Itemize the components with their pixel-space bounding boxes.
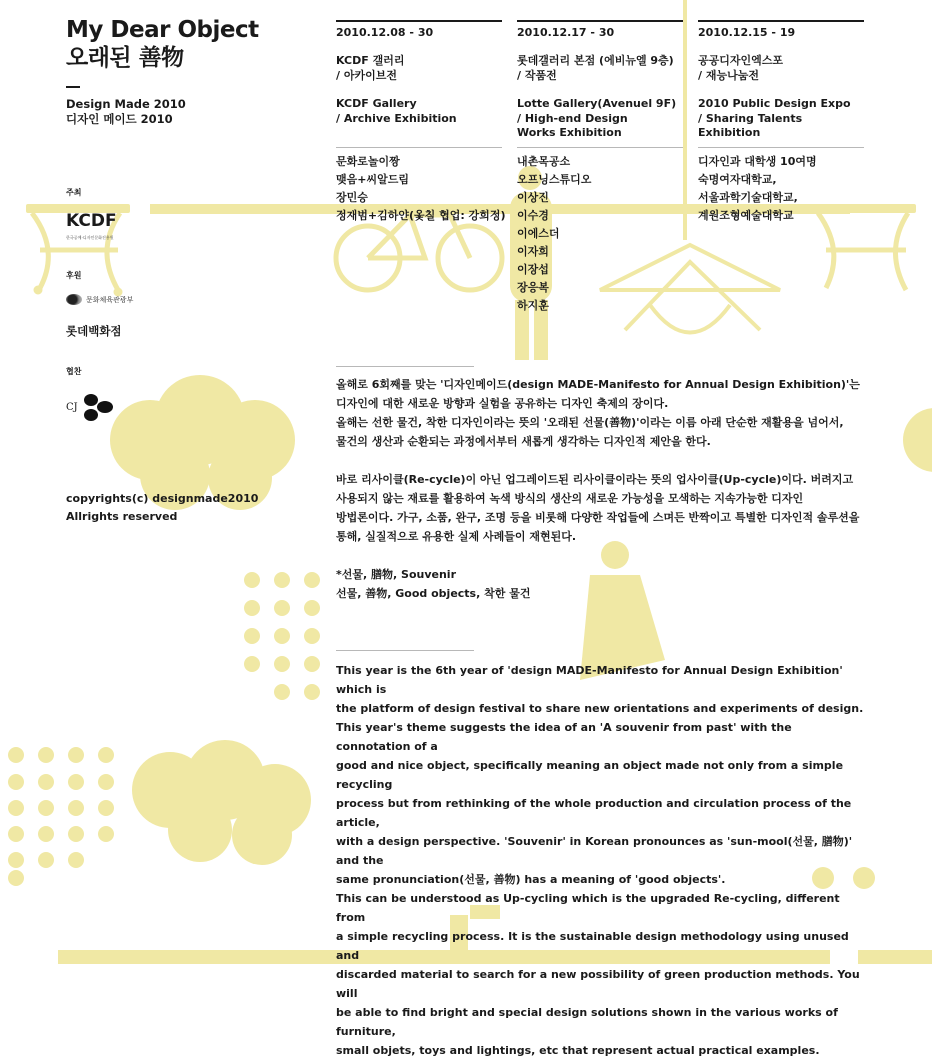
participant: 문화로놀이짱 <box>336 155 400 168</box>
body-en-line: This year is the 6th year of 'design MADE-Manifesto for Annual Design Exhibition' which is <box>336 664 843 696</box>
body-en-line: process but from rethinking of the whole production and circulation process of the article, <box>336 797 852 829</box>
body-en-line: same pronunciation(선물, 善物) has a meaning of 'good objects'. <box>336 873 726 886</box>
body-en-line: This year's theme suggests the idea of an 'A souvenir from past' with the connotation of a <box>336 721 792 753</box>
participant: 장민승 <box>336 191 368 204</box>
dot-grid-bottom <box>8 747 114 886</box>
venue-ko-line: / 아카이브전 <box>336 68 397 82</box>
body-ko-line: 올해로 6회째를 맞는 '디자인메이드(design MADE-Manifesto for Annual Design Exhibition)'는 <box>336 378 860 391</box>
body-ko-note: 선물, 善物, Good objects, 착한 물건 <box>336 587 531 600</box>
venue-en-line: KCDF Gallery <box>336 97 417 110</box>
venue-ko-line: KCDF 갤러리 <box>336 54 405 67</box>
body-ko-line: 사용되지 않는 재료를 활용하여 녹색 방식의 생산의 새로운 가능성을 모색하는 지속가능한 디자인 <box>336 492 804 505</box>
page-title <box>66 16 259 72</box>
venue-en-line: / Archive Exhibition <box>336 111 457 125</box>
column-divider <box>517 147 683 148</box>
participant: 이에스더 <box>517 227 560 240</box>
participant: 디자인과 대학생 10여명 <box>698 155 817 168</box>
venue-en-line: Works Exhibition <box>517 126 622 139</box>
subtitle-en: Design Made 2010 <box>66 97 186 111</box>
stool-illustration-right <box>812 204 916 290</box>
sponsor-lotte: 롯데백화점 <box>66 324 122 338</box>
title-divider <box>66 86 80 88</box>
subtitle <box>66 97 186 127</box>
participant: 내촌목공소 <box>517 155 571 168</box>
body-en-line: the platform of design festival to share new orientations and experiments of design. <box>336 702 864 715</box>
venue-ko-line: 공공디자인엑스포 <box>698 54 784 67</box>
venue-en-line: / High-end Design <box>517 111 628 125</box>
host-label: 주최 <box>66 188 82 197</box>
venue-ko-line: 롯데갤러리 본점 (에비뉴엘 9층) <box>517 54 674 67</box>
column-divider <box>336 147 502 148</box>
participant: 오프닝스튜디오 <box>517 173 592 186</box>
participants-column-1 <box>336 153 505 225</box>
body-ko-line: 올해는 선한 물건, 착한 디자인이라는 뜻의 '오래된 선물(善物)'이라는 이름 아래 단순한 재활용을 넘어서, <box>336 416 844 429</box>
body-ko-line: 디자인에 대한 새로운 방향과 실험을 공유하는 디자인 축제의 장이다. <box>336 397 669 410</box>
body-en-line: small objets, toys and lightings, etc that represent actual practical examples. <box>336 1044 820 1057</box>
body-english <box>336 661 866 1060</box>
participant: 장응복 <box>517 281 549 294</box>
body-ko-line: 방법론이다. 가구, 소품, 완구, 조명 등을 비롯해 다양한 작업들에 스며든 반짝이고 특별한 디자인적 솔루션을 <box>336 511 860 524</box>
mcst-logo-text: 문화체육관광부 <box>86 295 134 304</box>
venue-en-line: Lotte Gallery(Avenuel 9F) <box>517 97 677 110</box>
body-en-line: be able to find bright and special design solutions shown in the various works of furniture, <box>336 1006 838 1038</box>
participant: 이장섭 <box>517 263 549 276</box>
body-ko-line: 바로 리사이클(Re-cycle)이 아닌 업그레이드된 리사이클이라는 뜻의 업사이클(Up-cycle)이다. 버려지고 <box>336 473 854 486</box>
exhibition-column-2 <box>517 20 683 141</box>
copyright-line-2: Allrights reserved <box>66 510 178 523</box>
participant: 서울과학기술대학교, <box>698 191 798 204</box>
mcst-logo <box>66 294 133 305</box>
subtitle-ko: 디자인 메이드 2010 <box>66 112 173 126</box>
title-ko: 오래된 善物 <box>66 45 184 71</box>
exhibition-column-3 <box>698 20 864 141</box>
copyright <box>66 490 258 526</box>
venue-en-line: 2010 Public Design Expo <box>698 97 851 110</box>
mcst-emblem-icon <box>66 294 82 305</box>
body-en-line: This can be understood as Up-cycling which is the upgraded Re-cycling, different from <box>336 892 840 924</box>
body-en-line: with a design perspective. 'Souvenir' in Korean pronounces as 'sun-mool(선물, 膳物)' and the <box>336 835 853 867</box>
participant: 숙명여자대학교, <box>698 173 777 186</box>
participant: 계원조형예술대학교 <box>698 209 794 222</box>
venue-ko-line: / 재능나눔전 <box>698 68 759 82</box>
participants-column-3 <box>698 153 817 225</box>
exhibition-date: 2010.12.17 - 30 <box>517 20 683 46</box>
kcdf-logo: KCDF <box>66 211 117 231</box>
participants-column-2 <box>517 153 591 315</box>
exhibition-date: 2010.12.08 - 30 <box>336 20 502 46</box>
column-divider <box>698 147 864 148</box>
sponsor-label: 후원 <box>66 271 82 280</box>
venue-en <box>336 97 502 126</box>
body-ko-note: *선물, 膳物, Souvenir <box>336 568 456 581</box>
venue-ko <box>517 54 683 83</box>
venue-en-line: / Sharing Talents Exhibition <box>698 111 803 139</box>
participant: 맺음+씨알드림 <box>336 173 409 186</box>
participant: 이상진 <box>517 191 549 204</box>
venue-en <box>698 97 864 141</box>
body-en-line: good and nice object, specifically meaning an object made not only from a simple recycling <box>336 759 844 791</box>
body-ko-line: 통해, 실질적으로 유용한 실제 사례들이 재현된다. <box>336 530 577 543</box>
dot-grid <box>244 572 320 700</box>
venue-ko-line: / 작품전 <box>517 68 557 82</box>
participant: 하지훈 <box>517 299 549 312</box>
venue-ko <box>698 54 864 83</box>
section-divider <box>336 650 474 651</box>
venue-en <box>517 97 683 141</box>
participant: 이수경 <box>517 209 549 222</box>
body-korean <box>336 375 866 603</box>
cloud-illustration-bottom <box>132 740 311 865</box>
body-en-line: a simple recycling process. It is the sustainable design methodology using unused and <box>336 930 849 962</box>
cj-emblem-icon <box>81 392 115 422</box>
bicycle-illustration <box>336 215 502 290</box>
section-divider <box>336 366 474 367</box>
participant: 정재범+김하얀(옻칠 협업: 강희정) <box>336 209 506 222</box>
participant: 이자희 <box>517 245 549 258</box>
kcdf-logo-subtext: 한국공예·디자인문화진흥원 <box>66 235 114 240</box>
cj-logo-text: CJ <box>66 401 78 413</box>
cj-logo <box>66 392 115 422</box>
title-en: My Dear Object <box>66 17 259 43</box>
body-ko-line: 물건의 생산과 순환되는 과정에서부터 새롭게 생각하는 디자인적 제안을 한다. <box>336 435 711 448</box>
body-en-line: discarded material to search for a new possibility of green production methods. You will <box>336 968 860 1000</box>
venue-ko <box>336 54 502 83</box>
copyright-line-1: copyrights(c) designmade2010 <box>66 492 259 505</box>
exhibition-column-1 <box>336 20 502 126</box>
cooperation-label: 협찬 <box>66 367 82 376</box>
exhibition-date: 2010.12.15 - 19 <box>698 20 864 46</box>
